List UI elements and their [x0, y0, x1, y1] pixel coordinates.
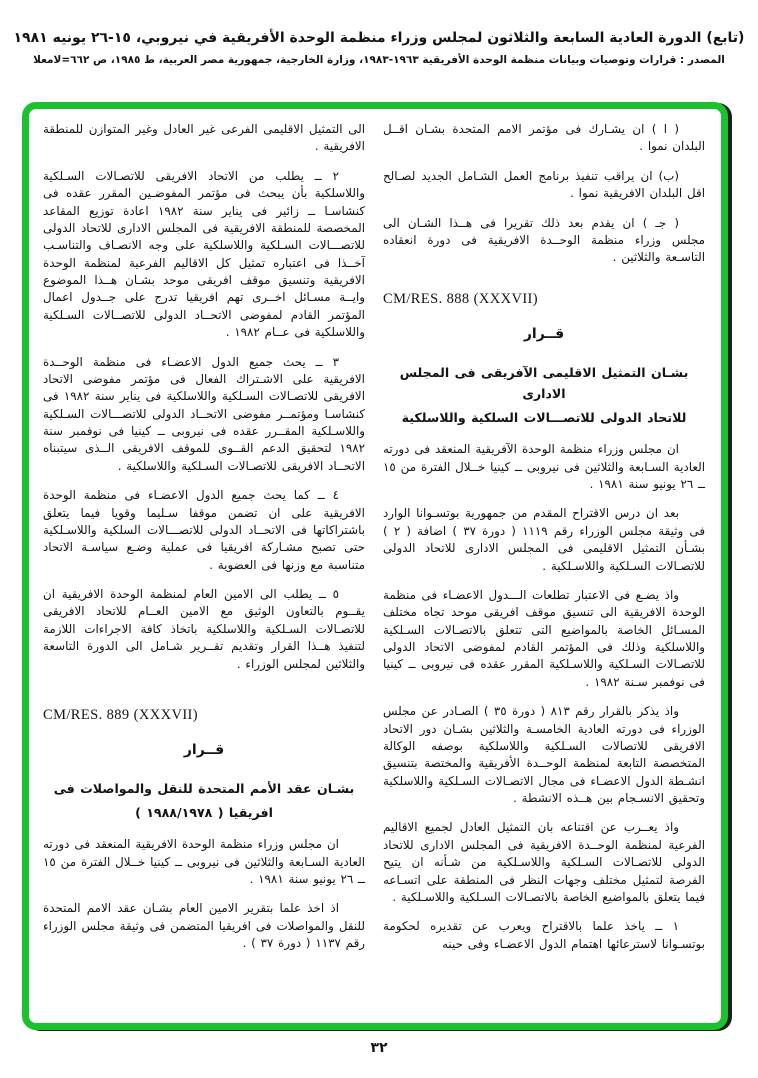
resolution-2-title-line1: بشـان عقد الأمم المتحدة للنقل والمواصلات فى — [53, 781, 355, 797]
paragraph-item-a: ( ا ) ان يشـارك فى مؤتمر الامم المتحدة بشـان اقــل البلدان نموا . — [383, 122, 705, 154]
paragraph-proposal-studied: بعد ان درس الاقتراح المقدم من جمهورية بوتسـوانا الوارد فى وثيقة مجلس الوزراء رقم ١١١٩ ( دورة ٣٧ ) اضافة ( ٢ ) بشـأن التمثيل الاقليمى فى المجلس الادارى للاتحاد الدولى للاتصـالات السـلكية واللاسـلكية . — [383, 506, 706, 573]
paragraph-continuation: الى التمثيل الاقليمى الفرعى غير العادل وغير المتوازن للمنطقة الافريقية . — [43, 122, 365, 154]
header-session-title: (تابع) الدورة العادية السابعة والثلاثون لمجلس وزراء منظمة الوحدة الأفريقية في نيروبي، ١٥-٢٦ يونيه ١٩٨١ — [13, 30, 745, 46]
resolution-2-title-line2: افريقيا ( ١٩٨٨/١٩٧٨ ) — [135, 804, 273, 820]
resolution-title-line2: للاتحاد الدولى للاتصـــالات السلكية واللاسلكية — [401, 409, 687, 425]
resolution-number-889: CM/RES. 889 (XXXVII) — [43, 706, 199, 723]
paragraph-item-c: ( جـ ) ان يقدم بعد ذلك تقريرا فى هــذا الشـان الى مجلس وزراء منظمة الوحــدة الافريقية فى دورة انعقاده التاسـعة والثلاثين . — [383, 215, 705, 265]
column-left — [43, 121, 365, 1015]
paragraph-operative-3: ٣ ــ يحث جميع الدول الاعضـاء فى منظمة الوحــدة الافريقية على الاشـتراك الفعال فى مؤتمر مفوضى الاتحاد الافريقى للاتصـالات السـلكية واللاسلكية فى يناير سنة ١٩٨٢ فى كنشاسـا ومؤتمــر مفوضى الاتحــاد الدولى للاتصـــالات السـلكية واللاسـلكية المقــرر عقده فى نيروبى ــ كينيا فى نوفمبر سنة ١٩٨٢ لتحقيق الدعم القــوى للموقف الافريقى الــذى سيتبناه الاتحــاد الافريقى للاتصـالات السـلكية واللاسلكية . — [43, 354, 366, 473]
resolution-heading-2: قــرار — [183, 741, 225, 758]
resolution-title-line1: بشـان التمثيل الاقليمى الآفريقى فى المجلس الادارى — [399, 365, 689, 402]
header-source-line: المصدر : قرارات وتوصيات وبيانات منظمة الوحدة الأفريقية ١٩٦٣-١٩٨٣، وزارة الخارجية، جمهورية مصر العربية، ط ١٩٨٥، ص ٦٦٢=لامعلا — [33, 54, 725, 66]
resolution-heading: قــرار — [523, 325, 565, 342]
paragraph-noting-report: اذ اخذ علما بتقرير الامين العام بشـان عقد الامم المتحدة للنقل والمواصلات فى افريقيا المتضمن فى وثيقة مجلس الوزراء رقم ١١٣٧ ( دورة ٣٧ ) . — [43, 901, 365, 950]
paragraph-recalling: واذ يذكر بالقرار رقم ٨١٣ ( دورة ٣٥ ) الصـادر عن مجلس الوزراء فى دورته العادية الخامسـة والثلاثين بشـان دور الاتحاد الافريقى للاتصالات السـلكية واللاسلكية بوصفه الوكالة المتخصصة التابعة لمنظمة الوحــدة الأفريقية والمختصة بتنسيق انشـطة الدول الاعضـاء فى مجال الاتصـالات السـلكية واللاسلكية وتحقيق الانسـجام بين هــذه الانشطة . — [383, 704, 705, 806]
paragraph-council-session: ان مجلس وزراء منظمة الوحدة الآفريقية المنعقد فى دورته العادية السـابعة والثلاثين فى نيروبى ــ كينيا خــلال الفترة من ١٥ ــ ٢٦ يونيو سنة ١٩٨١ . — [383, 442, 705, 492]
document-frame — [22, 102, 728, 1030]
paragraph-operative-2: ٢ ــ يطلب من الاتحاد الافريقى للاتصـالات السـلكية واللاسلكية بأن يبحث فى مؤتمر المفوضـين المقرر عقده فى كنشاسـا ــ زائير فى يناير سنة ١٩٨٢ اعادة توزيع المقاعد المخصصة للمنطقة الافريقية فى المجلس الادارى للاتحاد الدولى للاتصـــالات السـلكية واللاسلكية على وجه الانصـاف والتناسـب آخــذا فى اعتباره تمثيل كل الاقاليم الفرعية لمنظمة الوحدة الافريقية وتنسيق موقف افريقى موحد بشـان هــذا الموضوع وايــة مسـائل اخــرى تهم افريقيا تدرج على جــدول اعمال المؤتمر القادم لمفوضى الاتحــاد الدولى للاتصــالات السـلكية واللاسلكية فى عــام ١٩٨٢ . — [43, 168, 365, 340]
paragraph-convinced: واذ يعــرب عن اقتناعه بان التمثيل العادل لجميع الاقاليم الفرعية لمنظمة الوحــدة الافريقية فى المجلس الادارى للاتحاد الدولى للاتصـالات السـلكية واللاسـلكية من شـأنه ان يتيح الفرصة لتمثيل مختلف وجهات النظر فى المنطقة على اتسـاعه فيما يتعلق بالمواضيع الخاصة بالاتصـالات السـلكية واللاسـلكية . — [383, 820, 705, 904]
resolution-number-888: CM/RES. 888 (XXXVII) — [383, 290, 539, 307]
two-column-layout — [43, 121, 705, 1015]
paragraph-considering: واذ يضـع فى الاعتبار تطلعات الـــدول الاعضـاء فى منظمة الوحدة الافريقية الى تنسيق موقف افريقى موحد تجاه مختلف المسـائل الخاصة بالمواضيع التى تتعلق بالاتصـالات السـلكية واللاسلكية وذلك فى المؤتمر القادم لمفوضى الاتحاد الدولى للاتصـالات السـلكية واللاسـلكية المقرر عقده فى نيروبى ــ كينيا فى نوفمبر سـنة ١٩٨٢ . — [383, 587, 705, 689]
paragraph-operative-1: ١ ــ ياخذ علما بالاقتراح ويعرب عن تقديره لحكومة بوتسـوانا لاسترعائها اهتمام الدول الاعضـاء وفى حينه — [383, 919, 705, 951]
paragraph-operative-4: ٤ ــ كما يحث جميع الدول الاعضـاء فى منظمة الوحدة الافريقية على ان تضمن موقفا سـليما وقويا فيما يتعلق باشتراكاتها فى الاتحــاد الدولى للاتصـــالات السلكية واللاسـلكية حتى تصبح مشـاركة افريقيا فى عملية وضـع سياسـة الاتحاد متناسبة مع وزنها فى العضوية . — [43, 488, 365, 572]
paragraph-operative-5: ٥ ــ يطلب الى الامين العام لمنظمة الوحدة الافريقية ان يقــوم بالتعاون الوثيق مع الامين العــام للاتحاد الافريقى للاتصـالات السـلكية واللاسلكية باتخاذ كافة الاجراءات اللازمة لتنفيذ هــذا القرار وتقديم تقــرير شـامل الى الدورة التاسعة والثلاثين لمجلس الوزراء . — [43, 587, 365, 671]
paragraph-council-session-2: ان مجلس وزراء منظمة الوحدة الافريقية المنعقد فى دورته العادية السـابعة والثلاثين فى نيروبى ــ كينيا خــلال الفترة من ١٥ ــ ٢٦ يونيو سنة ١٩٨١ . — [43, 837, 365, 886]
page-header — [0, 30, 758, 66]
column-right — [383, 121, 705, 1015]
paragraph-item-b: (ب) ان يراقب تنفيذ برنامج العمل الشـامل الجديد لصـالح اقل البلدان الافريقية نموا . — [383, 168, 705, 201]
page-number: ٣٢ — [370, 1040, 388, 1056]
